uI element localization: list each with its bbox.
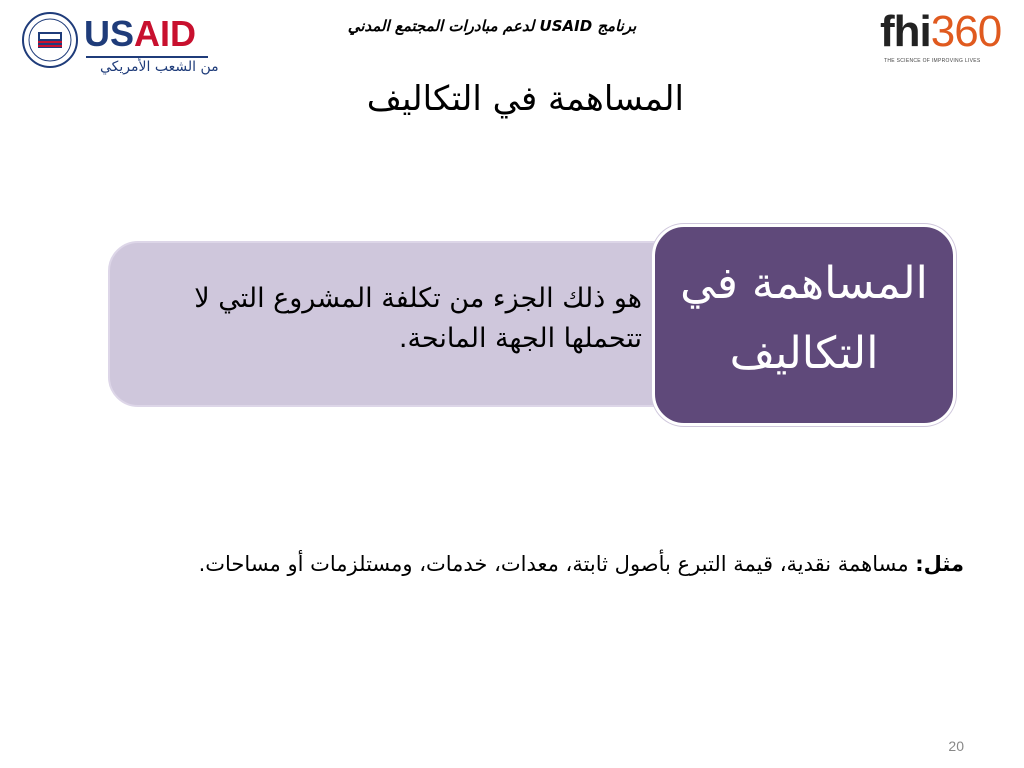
cost-sharing-label: المساهمة في التكاليف <box>680 258 928 379</box>
example-paragraph <box>72 546 964 582</box>
fhi360-wordmark: fhi360 <box>880 7 1002 56</box>
fhi360-logo <box>880 8 1010 70</box>
example-label: مثل: <box>915 552 964 576</box>
cost-sharing-label-box <box>652 224 956 426</box>
usaid-logo <box>22 12 222 74</box>
description-text: هو ذلك الجزء من تكلفة المشروع التي لا تتحملها الجهة المانحة. <box>194 283 642 354</box>
example-text: مساهمة نقدية، قيمة التبرع بأصول ثابتة، معدات، خدمات، ومستلزمات أو مساحات. <box>198 552 916 576</box>
fhi360-tagline: THE SCIENCE OF IMPROVING LIVES <box>884 58 981 64</box>
usaid-seal-icon <box>22 12 78 68</box>
usaid-wordmark: USAID <box>84 13 197 54</box>
usaid-tagline: من الشعب الأمريكي <box>100 59 219 75</box>
program-title: برنامج USAID لدعم مبادرات المجتمع المدني <box>347 17 637 35</box>
description-box <box>108 241 688 407</box>
slide-title: المساهمة في التكاليف <box>366 79 684 119</box>
page-number: 20 <box>948 738 964 754</box>
